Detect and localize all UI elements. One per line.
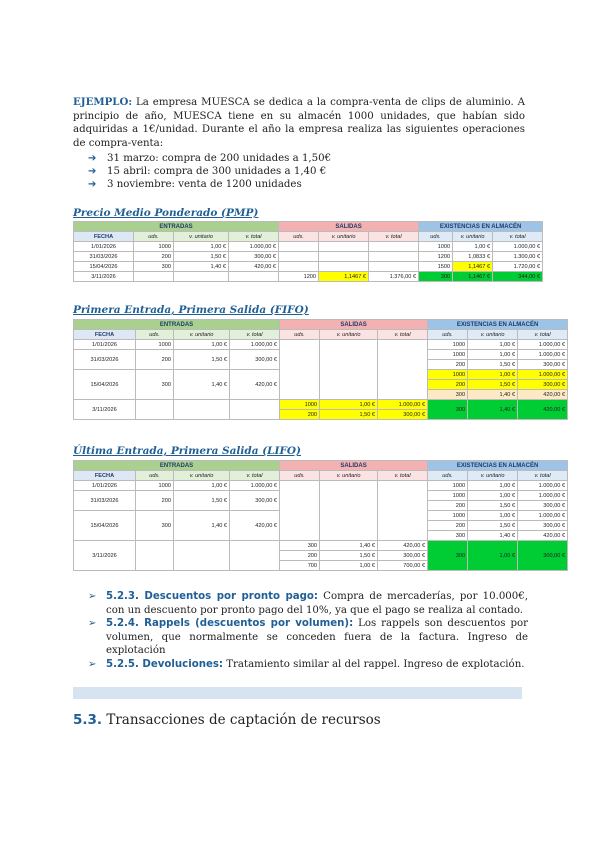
intro-text: La empresa MUESCA se dedica a la compra-venta de clips de aluminio. A principio de año, MUESCA tiene en su almacén 1000 unidades, que habían sido adquiridas a 1€/unidad. Durante el año la empresa realiza las siguientes operaciones de compra-venta: [73,97,525,149]
table-row: 200 1,50 € 300,00 € [74,501,568,511]
list-item: ➢ 5.2.3. Descuentos por pronto pago: Compra de mercaderías, por 10.000€, con un descuento por pronto pago del 10%, ya que el pago se realiza al contado. [88,591,528,616]
table-row: 700 1,00 € 700,00 € [74,561,568,571]
section-heading: 5.3. Transacciones de captación de recursos [73,712,381,728]
table-row: 31/03/2026 200 1,50 € 300,00 € 1200 1,0833 € 1.300,00 € [74,252,543,262]
lifo-table: ENTRADAS SALIDAS EXISTENCIAS EN ALMACÉN FECHA uds. v. unitario v. total uds. v. unitario v. total uds. v. unitario v. total 1/01/2026 1000 1,00 € 1.000,00 € 1000 1,00 € 1.000,00 € 31/03/2026 200 1,50 € 300,00 € 1000 1,00 € 1.000,00 € 200 1,50 € 300,00 € 15/04/2026 300 1,40 € 420,00 € 1000 1,00 € 1.000,00 € 200 1,50 € 300,00 € 300 1,40 € 420,00 € 3/11/2026 300 1,40 € 420,00 € 300 1,00 € 300,00 € 200 1,50 € 300,00 € 700 1,00 € 700,00 € [73,460,568,571]
pmp-table: ENTRADAS SALIDAS EXISTENCIAS EN ALMACÉN FECHA uds. v. unitario v. total uds. v. unitario v. total uds. v. unitario v. total 1/01/2026 1000 1,00 € 1.000,00 € 1000 1,00 € 1.000,00 € 31/03/2026 200 1,50 € 300,00 € 1200 1,0833 € 1.300,00 € 15/04/2026 300 1,40 € 420,00 € 1500 1,1467 € 1.720,00 € 3/11/2026 1200 1,1467 € 1.376,00 € 300 1,1467 € 344,00 € [73,221,543,282]
salidas-header: SALIDAS [279,222,419,232]
operations-list [83,152,331,192]
section-divider [73,687,522,699]
table-row: 3/11/2026 1000 1,00 € 1.000,00 € 300 1,40 € 420,00 € [74,400,568,410]
intro-paragraph: EJEMPLO: La empresa MUESCA se dedica a la compra-venta de clips de aluminio. A principio de año, MUESCA tiene en su almacén 1000 unidades, que habían sido adquiridas a 1€/unidad. Durante el año la empresa realiza las siguientes operaciones de compra-venta: [73,96,525,149]
list-item: ➔ 3 noviembre: venta de 1200 unidades [88,179,302,191]
table-row: 3/11/2026 1200 1,1467 € 1.376,00 € 300 1,1467 € 344,00 € [74,272,543,282]
arrow-icon: ➔ [88,166,97,178]
table-row: 1/01/2026 1000 1,00 € 1.000,00 € 1000 1,00 € 1.000,00 € [74,340,568,350]
list-item: ➔ 15 abril: compra de 300 unidades a 1,40 € [88,166,327,178]
list-item: ➔ 31 marzo: compra de 200 unidades a 1,50€ [88,153,332,164]
table-row: 200 1,50 € 300,00 € [74,551,568,561]
table-row: 15/04/2026 300 1,40 € 420,00 € 1000 1,00 € 1.000,00 € [74,511,568,521]
table-row: 3/11/2026 300 1,40 € 420,00 € 300 1,00 € 300,00 € [74,541,568,551]
table-row: 15/04/2026 300 1,40 € 420,00 € 1500 1,1467 € 1.720,00 € [74,262,543,272]
existencias-header: EXISTENCIAS EN ALMACÉN [419,222,543,232]
table-row: 15/04/2026 300 1,40 € 420,00 € 1000 1,00 € 1.000,00 € [74,370,568,380]
example-label: EJEMPLO [73,96,129,108]
table-row: 200 1,50 € 300,00 € [74,360,568,370]
table-row: 200 1,50 € 300,00 € [74,380,568,390]
table-row: 31/03/2026 200 1,50 € 300,00 € 1000 1,00 € 1.000,00 € [74,350,568,360]
pmp-title: Precio Medio Ponderado (PMP) [73,207,259,219]
subsection-list [88,590,528,672]
entradas-header: ENTRADAS [74,222,279,232]
arrow-icon: ➔ [88,153,97,164]
table-row: 300 1,40 € 420,00 € [74,390,568,400]
fifo-table: ENTRADAS SALIDAS EXISTENCIAS EN ALMACÉN FECHA uds. v. unitario v. total uds. v. unitario v. total uds. v. unitario v. total 1/01/2026 1000 1,00 € 1.000,00 € 1000 1,00 € 1.000,00 € 31/03/2026 200 1,50 € 300,00 € 1000 1,00 € 1.000,00 € 200 1,50 € 300,00 € 15/04/2026 300 1,40 € 420,00 € 1000 1,00 € 1.000,00 € 200 1,50 € 300,00 € 300 1,40 € 420,00 € 3/11/2026 1000 1,00 € 1.000,00 € 300 1,40 € 420,00 € 200 1,50 € 300,00 € [73,319,568,420]
list-item: ➢ 5.2.4. Rappels (descuentos por volumen): Los rappels son descuentos por volumen, que normalmente se conceden fuera de la factura. Ingreso de explotación [88,618,528,657]
table-row: 300 1,40 € 420,00 € [74,531,568,541]
table-row: 1/01/2026 1000 1,00 € 1.000,00 € 1000 1,00 € 1.000,00 € [74,242,543,252]
table-row: 31/03/2026 200 1,50 € 300,00 € 1000 1,00 € 1.000,00 € [74,491,568,501]
arrow-icon: ➔ [88,179,97,191]
lifo-title: Última Entrada, Primera Salida (LIFO) [73,445,302,457]
table-row: 200 1,50 € 300,00 € [74,410,568,420]
arrow-icon: ➢ [88,591,97,602]
list-item: ➢ 5.2.5. Devoluciones: Tratamiento similar al del rappel. Ingreso de explotación. [88,658,525,670]
arrow-icon: ➢ [88,618,97,630]
table-row: 200 1,50 € 300,00 € [74,521,568,531]
arrow-icon: ➢ [88,658,97,670]
table-row: 1/01/2026 1000 1,00 € 1.000,00 € 1000 1,00 € 1.000,00 € [74,481,568,491]
fifo-title: Primera Entrada, Primera Salida (FIFO) [73,304,309,316]
